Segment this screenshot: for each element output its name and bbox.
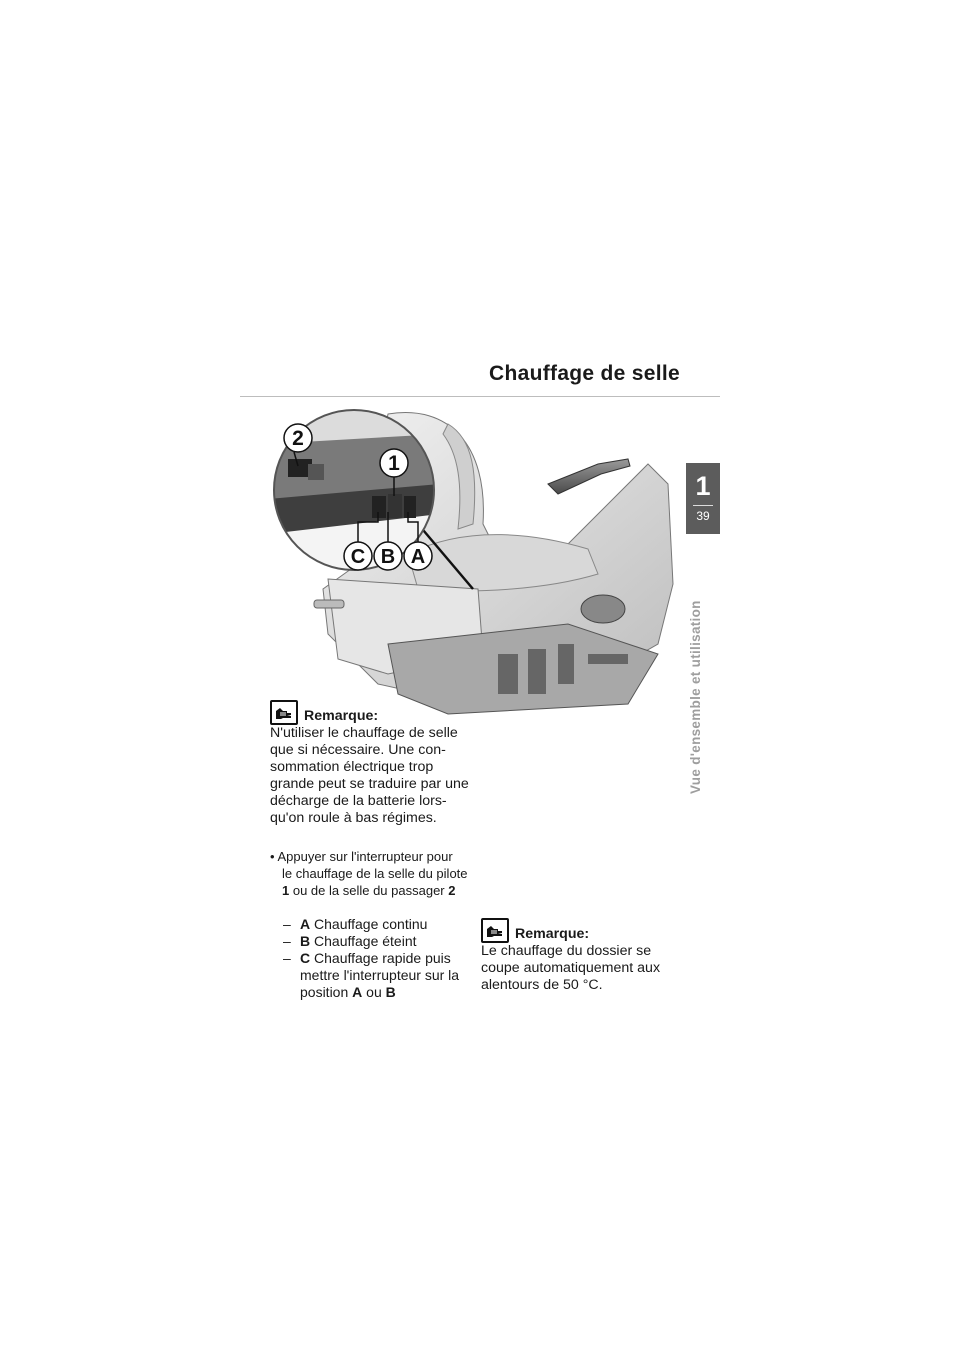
page-title: Chauffage de selle: [489, 362, 680, 385]
instruction-line: Appuyer sur l'interrupteur pour: [277, 849, 453, 864]
note-header: [481, 918, 681, 943]
svg-text:A: A: [410, 546, 426, 568]
note-heading: Remarque:: [515, 926, 590, 942]
callout-c: [344, 542, 372, 570]
note-hand-icon: [270, 700, 298, 725]
instruction-line: le chauffage de la selle du pilote: [282, 866, 468, 881]
callout-b: [374, 542, 402, 570]
svg-text:1: 1: [388, 452, 400, 475]
svg-text:C: C: [350, 546, 366, 568]
instruction-text: ou de la selle du passager: [292, 883, 445, 898]
chapter-divider: [693, 505, 713, 506]
note-line: grande peut se traduire par une: [270, 776, 469, 792]
note-line: qu'on roule à bas régimes.: [270, 810, 437, 826]
position-letter: A: [300, 916, 311, 932]
list-dash: –: [283, 916, 291, 932]
note-heading: Remarque:: [304, 708, 379, 724]
conjunction: ou: [366, 984, 382, 1000]
switch-positions-list: [283, 916, 468, 1001]
motorcycle-seat-illustration: [268, 404, 680, 720]
chapter-tab: [686, 463, 720, 534]
position-text: Chauffage rapide puis mettre l'interrupteur sur la position: [300, 950, 460, 1000]
svg-text:2: 2: [292, 427, 304, 450]
bullet-mark: •: [270, 849, 275, 864]
callout-a: [404, 542, 432, 570]
callout-2: [284, 424, 312, 452]
note-header: [270, 700, 470, 725]
note-block-2: [481, 918, 681, 994]
seat-number-1: 1: [282, 883, 290, 898]
callout-1: [380, 449, 408, 477]
title-rule: [240, 396, 720, 397]
note-line: N'utiliser le chauffage de selle: [270, 725, 458, 741]
svg-text:B: B: [380, 546, 396, 568]
note-block-1: [270, 700, 470, 827]
list-item: [283, 933, 468, 950]
list-item: [283, 916, 468, 933]
note-line: Le chauffage du dossier se: [481, 943, 652, 959]
list-dash: –: [283, 950, 291, 966]
page-number: 39: [696, 509, 710, 523]
seat-number-2: 2: [448, 883, 456, 898]
position-text: Chauffage éteint: [314, 933, 417, 949]
position-letter: B: [385, 984, 396, 1000]
note-line: décharge de la batterie lors-: [270, 793, 447, 809]
instruction-line-3: [270, 882, 470, 899]
note-line: que si nécessaire. Une con-: [270, 742, 446, 758]
position-letter: B: [300, 933, 311, 949]
list-dash: –: [283, 933, 291, 949]
position-letter: C: [300, 950, 311, 966]
note-line: coupe automatiquement aux: [481, 960, 661, 976]
chapter-number: 1: [695, 471, 711, 501]
note-line: alentours de 50 °C.: [481, 977, 603, 993]
note-hand-icon: [481, 918, 509, 943]
instruction-bullet: [270, 848, 470, 899]
position-letter: A: [352, 984, 363, 1000]
note-line: sommation électrique trop: [270, 759, 434, 775]
position-text: Chauffage continu: [314, 916, 428, 932]
side-section-label: Vue d'ensemble et utilisation: [688, 600, 703, 794]
list-item: [283, 950, 468, 1001]
